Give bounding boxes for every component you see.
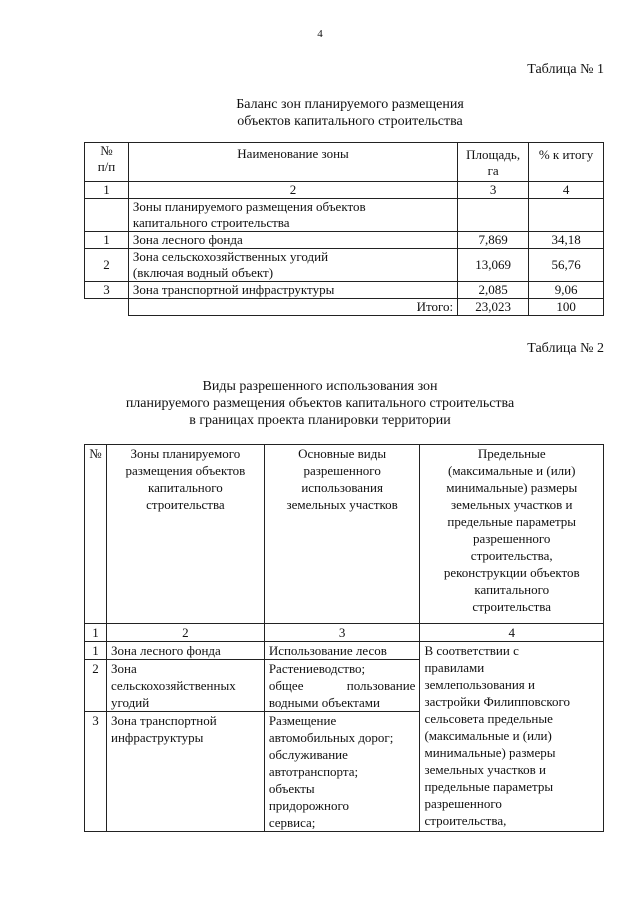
table1-header-area: Площадь, га: [458, 143, 529, 182]
table2-limits-text: В соответствии с правилами землепользования и застройки Филипповского сельсовета предельные (максимальные и (или) минимальные) размеры земельных участков и предельные параметры разрешенного строительства,: [420, 642, 604, 832]
table1-colnum: 1: [85, 182, 129, 199]
table2-title: Виды разрешенного использования зон планируемого размещения объектов капитального строительства в границах проекта планировки территории: [125, 379, 515, 428]
table1-colnum-row: [85, 182, 604, 199]
table1-total-pct: 100: [529, 299, 604, 316]
table-row: 3 Зона транспортной инфраструктуры Размещение автомобильных дорог; обслуживание автотранспорта; объекты придорожного сервиса;: [85, 712, 604, 832]
table1-label: Таблица № 1: [527, 62, 604, 77]
table-row: 1 Зона лесного фонда 7,869 34,18: [85, 232, 604, 249]
page-number: 4: [317, 28, 323, 40]
table1-colnum: 3: [458, 182, 529, 199]
table1-header-row: [85, 143, 604, 182]
table2-colnum-row: 1 2 3 4: [85, 624, 604, 642]
table1-total-row: [85, 299, 604, 316]
table-row: 2 Зона сельскохозяйственных угодий (включая водный объект) 13,069 56,76: [85, 249, 604, 282]
table1-total-area: 23,023: [458, 299, 529, 316]
table-row: 1 Зона лесного фонда Использование лесов В соответствии с правилами землепользования и застройки Филипповского сельсовета предельные (максимальные и (или) минимальные) размеры земельных участков и предельные параметры разрешенного строительства,: [85, 642, 604, 660]
table1-total-label: Итого:: [128, 299, 457, 316]
table1-header-num: № п/п: [85, 143, 129, 182]
table1: [84, 142, 604, 316]
table1-colnum: 2: [128, 182, 457, 199]
table1-title: [150, 96, 550, 130]
table1-group-row: [85, 199, 604, 232]
table1-colnum: 4: [529, 182, 604, 199]
table2-header-num: №: [85, 445, 107, 624]
table2: [84, 444, 604, 832]
table1-header-name: Наименование зоны: [128, 143, 457, 182]
table1-title-line1: Баланс зон планируемого размещения: [236, 97, 464, 112]
table2-header-limits: Предельные (максимальные и (или) минимальные) размеры земельных участков и предельные параметры разрешенного строительства, реконструкции объектов капитального строительства: [420, 445, 604, 624]
table-row: 3 Зона транспортной инфраструктуры 2,085 9,06: [85, 282, 604, 299]
table2-header-uses: Основные виды разрешенного использования земельных участков: [264, 445, 420, 624]
table1-group-label: Зоны планируемого размещения объектов капитального строительства: [128, 199, 457, 232]
table1-header-pct: % к итогу: [529, 143, 604, 182]
table2-header-row: [85, 445, 604, 624]
table2-label: Таблица № 2: [527, 341, 604, 356]
table1-title-line2: объектов капитального строительства: [237, 114, 463, 129]
table-row: 2 Зона сельскохозяйственных угодий Растениеводство; общее пользование водными объектами: [85, 660, 604, 712]
table2-header-zone: Зоны планируемого размещения объектов капитального строительства: [106, 445, 264, 624]
